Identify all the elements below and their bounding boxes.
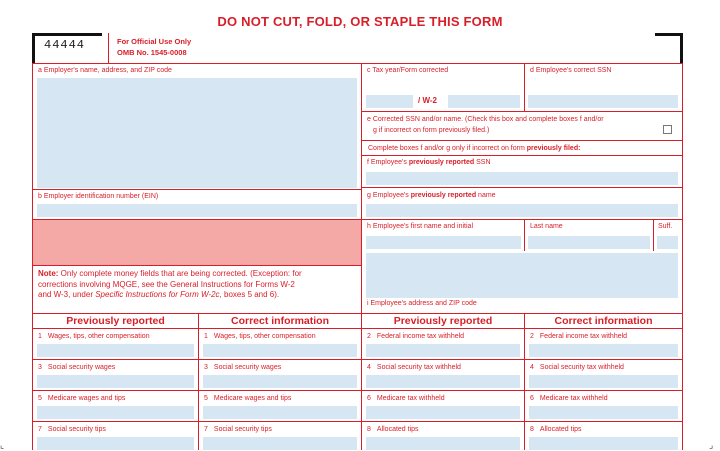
employee-correct-ssn-label: d Employee's correct SSN [530,67,612,74]
box-number: 4 [367,364,371,371]
right-correct-box-8-label [530,425,582,434]
right-correct-box-4-field[interactable] [529,375,678,388]
complete-fg-bold: previously filed: [526,145,581,152]
money-row-divider [32,421,683,422]
note-line-2: corrections involving MQGE, see the General Instructions for Forms W-2 [38,279,295,289]
form-corrected-w2: / W-2 [418,96,437,105]
left-correct-box-3-field[interactable] [203,375,357,388]
left-correct-box-1-label [204,332,316,341]
right-prev-heading: Previously reported [393,315,493,327]
prev-name-prefix: g Employee's [367,192,411,199]
box-number: 1 [204,333,208,340]
note-line-3a: and W-3, under [38,290,96,299]
box-cd-bottom [361,111,683,112]
box-label-text: Social security wages [213,364,282,371]
left-correct-box-1-field[interactable] [203,344,357,357]
suffix-field[interactable] [657,236,678,249]
shaded-unused-area [33,220,361,265]
left-prev-box-1-field[interactable] [37,344,194,357]
col-divider-left [198,313,199,450]
box-label-text: Social security tax withheld [376,364,461,371]
complete-fg-text: Complete boxes f and/or g only if incorrect on form [368,145,527,152]
right-correct-box-4-label [530,363,624,372]
box-e-bottom [361,140,683,141]
box-label-text: Federal income tax withheld [539,333,628,340]
right-prev-box-6-label [367,394,445,403]
center-divider [361,63,362,450]
official-use-line: For Official Use Only [117,37,192,46]
left-correct-box-3-label [204,363,281,372]
box-number: 6 [530,395,534,402]
box-label-text: Social security tax withheld [539,364,624,371]
box-label-text: Social security tips [47,426,106,433]
prev-ssn-bold: previously reported [408,159,475,166]
corrected-ssn-label-2: g if incorrect on form previously filed.) [373,127,490,134]
form-corrected-field[interactable] [448,95,520,108]
box-label-text: Allocated tips [539,426,582,433]
corner-mark-top-left-h [32,33,102,36]
money-fields-note [38,269,358,301]
box-number: 7 [204,426,208,433]
box-number: 6 [367,395,371,402]
box-a-bottom [32,189,361,190]
employer-name-label: a Employer's name, address, and ZIP code [38,67,172,74]
box-label-text: Federal income tax withheld [376,333,465,340]
complete-fg-instruction [368,144,580,153]
ein-label: b Employer identification number (EIN) [38,193,159,200]
tax-year-label: c Tax year/Form corrected [367,67,449,74]
right-border [682,63,683,450]
right-correct-heading: Correct information [554,315,653,327]
left-correct-box-5-label [204,394,291,403]
shaded-bottom [32,265,361,266]
box-label-text: Medicare wages and tips [213,395,292,402]
right-prev-box-4-label [367,363,461,372]
right-prev-box-6-field[interactable] [366,406,520,419]
cd-divider [524,63,525,111]
employee-address-label: i Employee's address and ZIP code [367,300,477,307]
note-line-3b: , boxes 5 and 6). [219,290,280,299]
col-divider-right [524,313,525,450]
right-prev-box-4-field[interactable] [366,375,520,388]
right-prev-box-2-field[interactable] [366,344,520,357]
box-number: 3 [204,364,208,371]
omb-number: OMB No. 1545-0008 [117,48,187,57]
box-number: 8 [530,426,534,433]
left-correct-box-5-field[interactable] [203,406,357,419]
prev-ssn-prefix: f Employee's [367,159,409,166]
left-prev-box-5-label [38,394,125,403]
corner-mark-bottom-left: ⌞ [0,440,5,450]
h-divider-2 [653,219,654,251]
money-row-divider [32,390,683,391]
first-name-field[interactable] [366,236,521,249]
prev-name-suffix: name [476,192,496,199]
employee-correct-ssn-field[interactable] [528,95,678,108]
first-name-label: h Employee's first name and initial [367,223,473,230]
last-name-field[interactable] [528,236,650,249]
box-g-bottom [361,219,683,220]
note-line-3-italic: Specific Instructions for Form W-2c [95,290,220,299]
left-correct-box-7-field[interactable] [203,437,357,450]
left-prev-box-5-field[interactable] [37,406,194,419]
left-prev-heading: Previously reported [66,315,165,327]
box-number: 2 [367,333,371,340]
right-correct-box-6-label [530,394,608,403]
right-prev-box-8-field[interactable] [366,437,520,450]
ein-field[interactable] [37,204,357,217]
prev-ssn-suffix: SSN [474,159,491,166]
box-number: 1 [38,333,42,340]
prev-ssn-field[interactable] [366,172,678,185]
box-number: 2 [530,333,534,340]
corner-mark-top-left [32,33,35,63]
headings-bottom [32,328,683,329]
box-number: 8 [367,426,371,433]
right-correct-box-2-label [530,332,627,341]
note-bottom [32,313,683,314]
employer-name-field[interactable] [37,78,357,188]
box-f-bottom [361,187,683,188]
left-prev-box-3-label [38,363,115,372]
note-prefix: Note: [38,269,59,278]
form-warning-title: DO NOT CUT, FOLD, OR STAPLE THIS FORM [217,14,503,29]
right-prev-box-8-label [367,425,419,434]
box-number: 3 [38,364,42,371]
box-label-text: Social security tips [213,426,272,433]
left-prev-box-1-label [38,332,150,341]
left-prev-box-7-label [38,425,106,434]
prev-name-bold: previously reported [410,192,477,199]
corrected-ssn-checkbox[interactable] [663,125,672,134]
box-number: 5 [38,395,42,402]
complete-fg-bottom [361,155,683,156]
left-prev-box-3-field[interactable] [37,375,194,388]
box-label-text: Medicare wages and tips [47,395,126,402]
box-label-text: Medicare tax withheld [539,395,608,402]
prev-name-label [367,191,496,200]
official-use-label [117,36,191,58]
box-label-text: Medicare tax withheld [376,395,445,402]
corner-mark-top-right [680,33,683,63]
box-number: 5 [204,395,208,402]
box-number: 4 [530,364,534,371]
box-label-text: Allocated tips [376,426,419,433]
tax-year-field[interactable] [366,95,413,108]
left-prev-box-7-field[interactable] [37,437,194,450]
prev-name-field[interactable] [366,204,678,217]
right-prev-box-2-label [367,332,464,341]
right-correct-box-8-field[interactable] [529,437,678,450]
h-divider-1 [524,219,525,251]
corner-mark-top-right-h [655,33,683,36]
box-label-text: Wages, tips, other compensation [47,333,150,340]
right-correct-box-2-field[interactable] [529,344,678,357]
corner-mark-bottom-right: ⌟ [709,440,714,450]
right-correct-box-6-field[interactable] [529,406,678,419]
box-label-text: Wages, tips, other compensation [213,333,316,340]
suffix-label: Suff. [658,223,673,230]
corrected-ssn-label-1: e Corrected SSN and/or name. (Check this box and complete boxes f and/or [367,116,604,123]
box-number: 7 [38,426,42,433]
code-divider [108,33,109,63]
left-correct-heading: Correct information [230,315,329,327]
note-line-1: Only complete money fields that are being corrected. (Exception: for [58,269,302,278]
prev-ssn-label [367,158,491,167]
money-row-divider [32,359,683,360]
left-correct-box-7-label [204,425,272,434]
header-bottom-line [32,63,683,64]
employee-address-field[interactable] [366,253,678,298]
box-label-text: Social security wages [47,364,116,371]
last-name-label: Last name [530,223,563,230]
form-code: 44444 [44,38,86,52]
